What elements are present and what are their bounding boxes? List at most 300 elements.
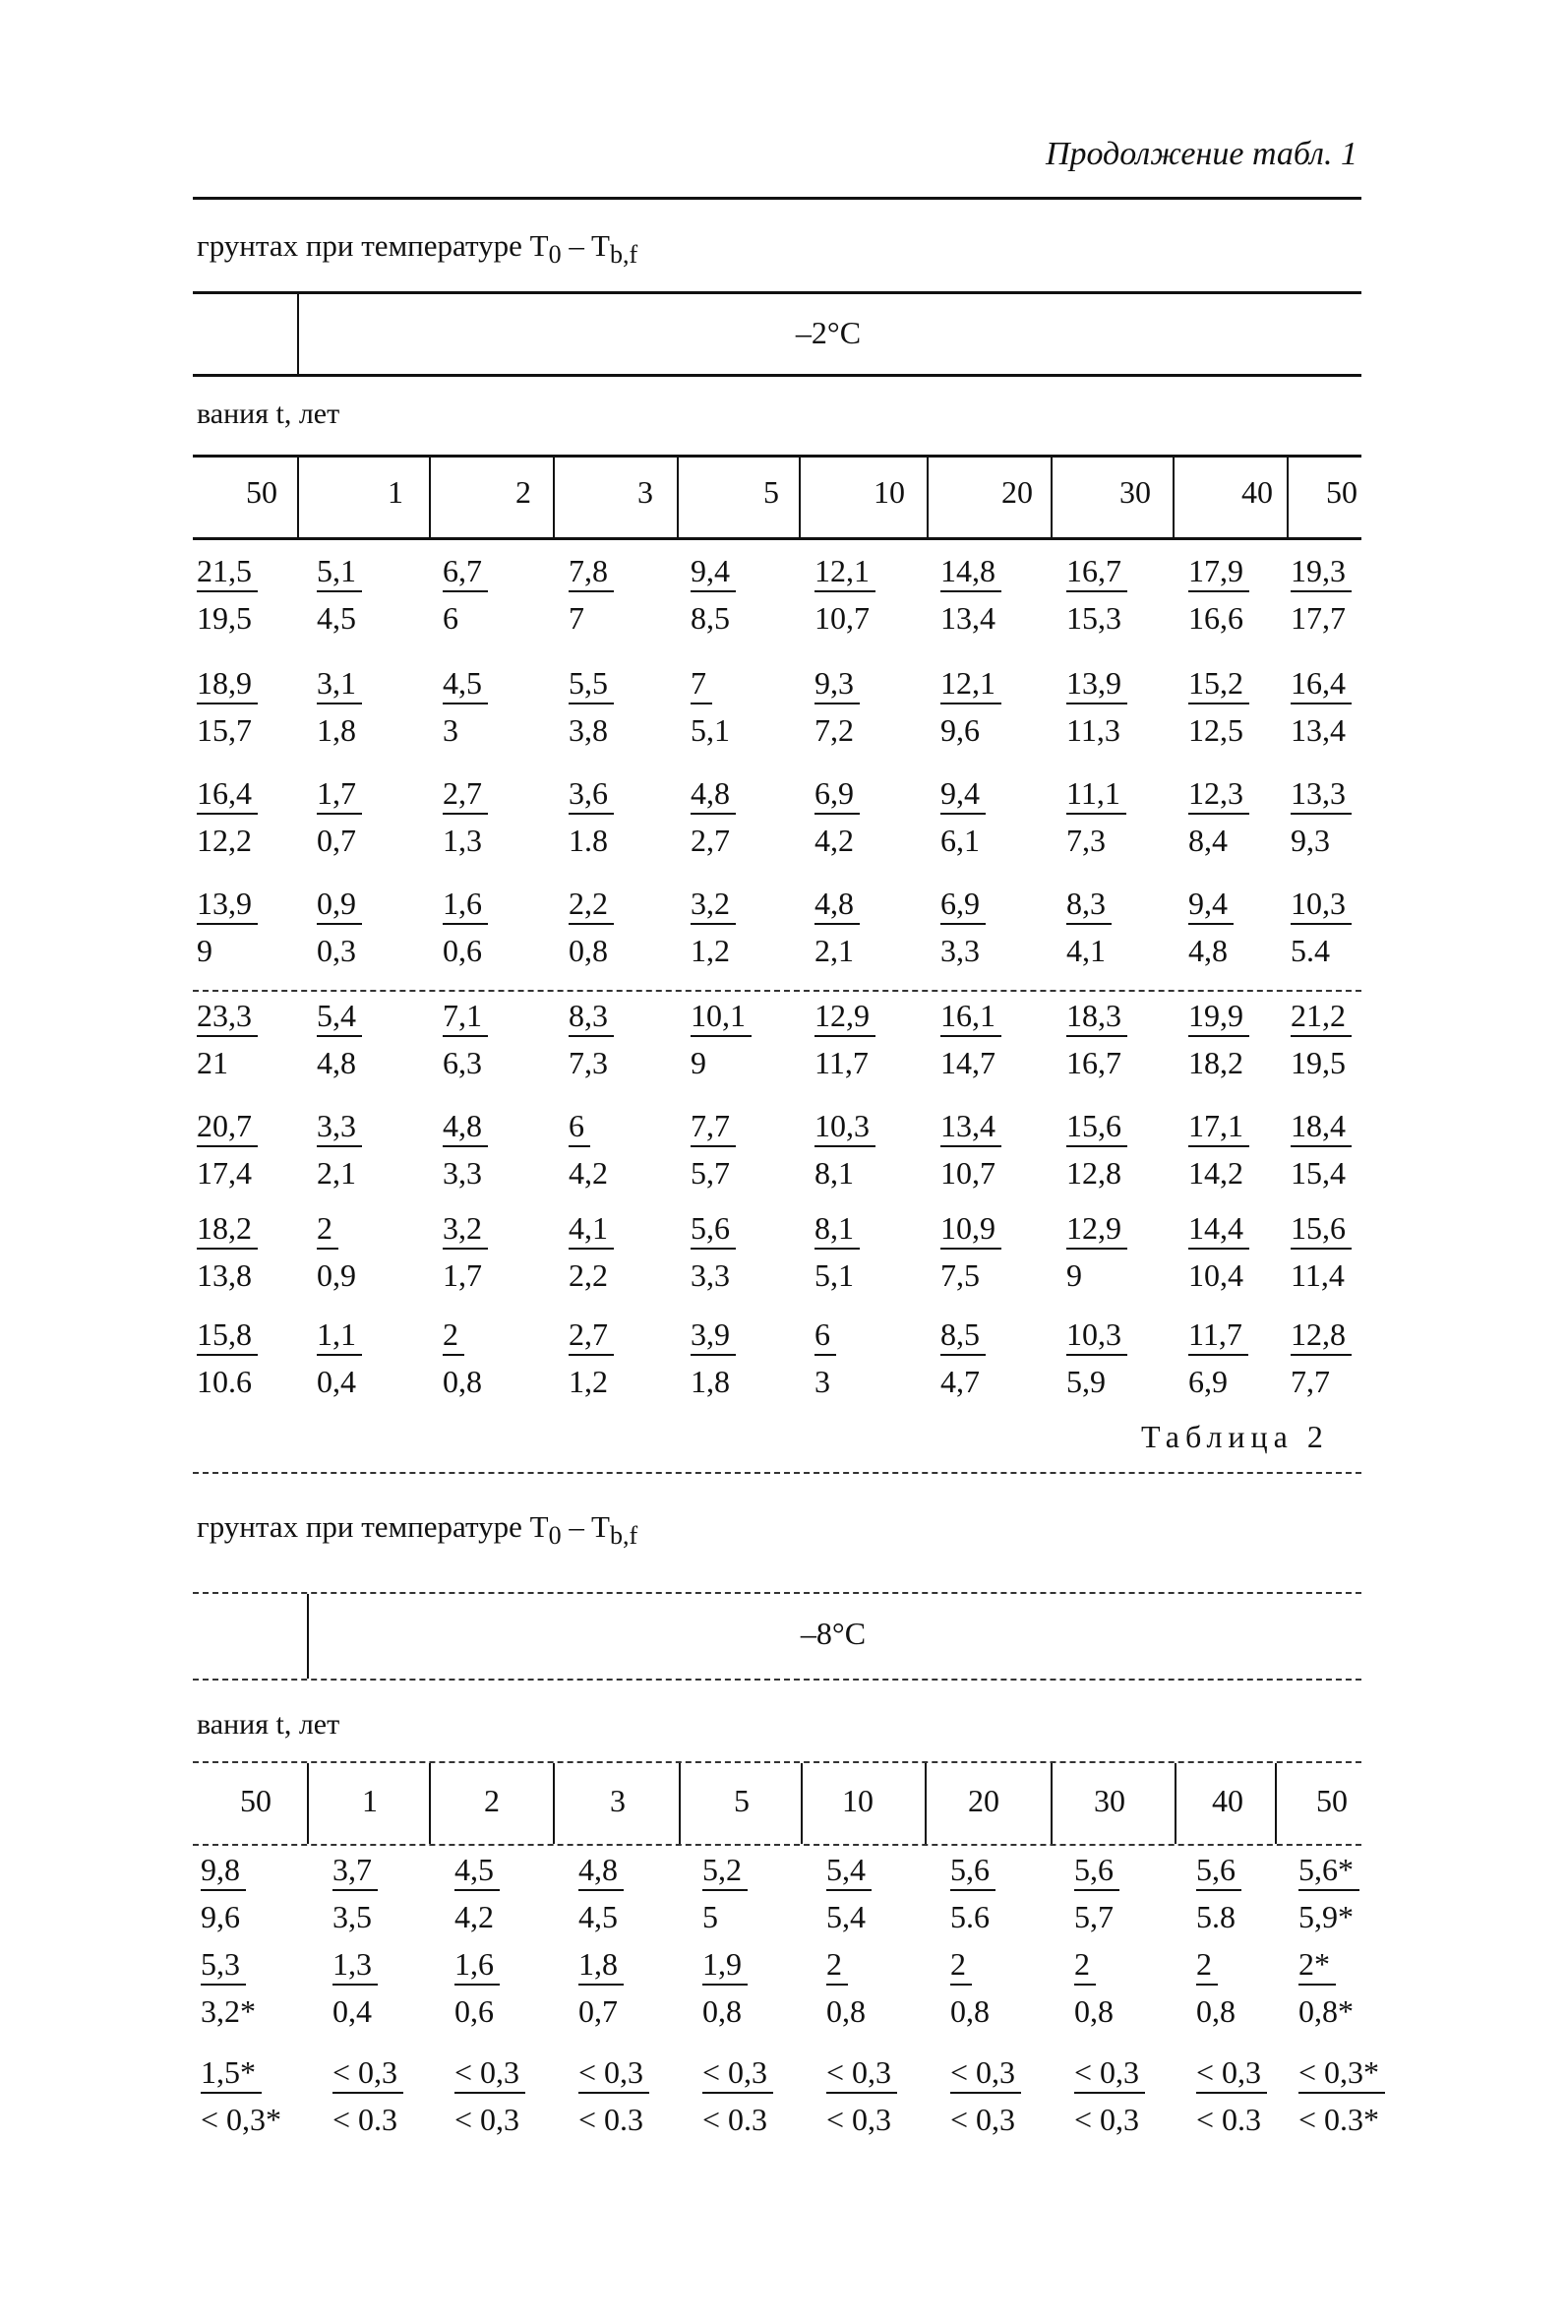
table1-header-bottom [193, 537, 1361, 540]
cell-numerator: 18,3 [1066, 1000, 1127, 1037]
cell-denominator: 5.8 [1196, 1899, 1236, 1934]
cell-denominator: 8,1 [814, 1155, 854, 1191]
cell-numerator: 1,7 [317, 777, 362, 815]
table-cell [569, 1318, 614, 1397]
cell-denominator: 11,3 [1066, 712, 1120, 748]
table-cell [201, 1854, 246, 1932]
cell-numerator: 1,5* [201, 2056, 262, 2094]
table-cell [814, 777, 860, 856]
cell-denominator: 21 [197, 1045, 228, 1080]
cell-numerator: 5,6 [691, 1212, 736, 1250]
header-cell-10: 10 [842, 1783, 874, 1818]
table-cell [1066, 1318, 1127, 1397]
cell-numerator: < 0,3 [1196, 2056, 1267, 2094]
table2-years-label: вания t, лет [197, 1708, 340, 1741]
table-cell [1196, 1854, 1241, 1932]
cell-denominator: 2,1 [814, 933, 854, 968]
table-cell [317, 555, 362, 634]
cell-numerator: 15,2 [1188, 667, 1249, 704]
cell-numerator: < 0,3 [332, 2056, 403, 2094]
cell-numerator: 4,8 [578, 1854, 624, 1891]
cell-numerator: 18,2 [197, 1212, 258, 1250]
cell-denominator: 0,4 [317, 1364, 356, 1399]
cell-numerator: 9,4 [940, 777, 986, 815]
cell-denominator: < 0.3* [1298, 2102, 1380, 2137]
cell-numerator: 9,4 [1188, 887, 1234, 925]
header-cell-3: 3 [637, 474, 653, 510]
table-cell [1066, 777, 1126, 856]
cell-numerator: 5,5 [569, 667, 614, 704]
table-cell [691, 555, 736, 634]
cell-numerator: 17,9 [1188, 555, 1249, 592]
header-cell-2: 2 [484, 1783, 500, 1818]
cell-numerator: 1,3 [332, 1948, 378, 1986]
cell-numerator: 2 [950, 1948, 972, 1986]
table-cell [454, 1854, 500, 1932]
cell-numerator: 3,3 [317, 1110, 362, 1147]
table-cell [940, 1212, 1001, 1291]
table-cell [332, 2056, 403, 2135]
header-column-divider [799, 457, 801, 537]
rule-top [193, 197, 1361, 200]
cell-denominator: < 0,3 [826, 2102, 892, 2137]
cell-denominator: < 0,3 [950, 2102, 1016, 2137]
table-cell [197, 667, 258, 746]
table2-label: Таблица 2 [1141, 1419, 1329, 1454]
table-cell [1188, 667, 1249, 746]
table1-rule-2 [193, 374, 1361, 377]
cell-denominator: 16,7 [1066, 1045, 1121, 1080]
cell-numerator: 3,2 [691, 887, 736, 925]
cell-denominator: 9,6 [201, 1899, 240, 1934]
cell-numerator: 2,7 [443, 777, 488, 815]
table2-rule-1 [193, 1592, 1361, 1594]
cell-denominator: 17,7 [1291, 600, 1346, 636]
table-cell [569, 1110, 608, 1189]
table-cell [814, 887, 860, 966]
cell-numerator: 1,6 [454, 1948, 500, 1986]
cell-denominator: 5,9* [1298, 1899, 1354, 1934]
table-cell [1188, 777, 1249, 856]
cell-numerator: 6,7 [443, 555, 488, 592]
table-cell [691, 1000, 752, 1078]
table2-rule-top [193, 1472, 1361, 1474]
table-cell [1188, 1212, 1249, 1291]
cell-denominator: 5,4 [826, 1899, 866, 1934]
header-cell-3: 3 [610, 1783, 626, 1818]
table-cell [317, 667, 362, 746]
table-cell [332, 1948, 378, 2027]
cell-numerator: 4,5 [454, 1854, 500, 1891]
table-cell [950, 1854, 995, 1932]
cell-denominator: 4,2 [814, 823, 854, 858]
table-cell [569, 555, 614, 634]
cell-denominator: 0,7 [317, 823, 356, 858]
cell-numerator: 8,3 [569, 1000, 614, 1037]
table-cell [814, 1110, 875, 1189]
header-cell-40: 40 [1241, 474, 1273, 510]
cell-numerator: 15,6 [1066, 1110, 1127, 1147]
cell-denominator: 17,4 [197, 1155, 252, 1191]
cell-numerator: 7 [691, 667, 712, 704]
table-cell [1188, 555, 1249, 634]
table-cell [332, 1854, 378, 1932]
table-cell [826, 1948, 866, 2027]
table-cell [197, 1318, 258, 1397]
cell-numerator: 5,1 [317, 555, 362, 592]
table2-temperature: –8°C [800, 1616, 867, 1651]
cell-numerator: 6,9 [940, 887, 986, 925]
table-cell [569, 777, 614, 856]
cell-denominator: 3,5 [332, 1899, 372, 1934]
cell-numerator: 12,1 [814, 555, 875, 592]
cell-denominator: 0,4 [332, 1993, 372, 2029]
cell-numerator: 2* [1298, 1948, 1336, 1986]
table-cell [940, 887, 986, 966]
cell-denominator: 0,7 [578, 1993, 618, 2029]
table-cell [454, 1948, 500, 2027]
cell-numerator: 3,2 [443, 1212, 488, 1250]
cell-denominator: 0,9 [317, 1257, 356, 1293]
table-cell [1291, 777, 1352, 856]
header-cell-20: 20 [1001, 474, 1033, 510]
table1-caption: грунтах при температуре $T_0 - T_{b,f}$ [197, 228, 638, 270]
table-cell [317, 777, 362, 856]
header-cell-2: 2 [515, 474, 531, 510]
cell-numerator: 10,9 [940, 1212, 1001, 1250]
cell-numerator: 4,1 [569, 1212, 614, 1250]
table-cell [940, 1110, 1001, 1189]
cell-numerator: 4,8 [443, 1110, 488, 1147]
table-cell [578, 1948, 624, 2027]
header-cell-5: 5 [734, 1783, 750, 1818]
cell-numerator: 11,7 [1188, 1318, 1248, 1356]
cell-denominator: 0,3 [317, 933, 356, 968]
table-cell [826, 1854, 872, 1932]
table-cell [1196, 1948, 1236, 2027]
table-cell [317, 1110, 362, 1189]
cell-denominator: 7 [569, 600, 584, 636]
cell-denominator: 1,2 [691, 933, 730, 968]
header-cell-20: 20 [968, 1783, 999, 1818]
cell-numerator: 8,1 [814, 1212, 860, 1250]
cell-numerator: 0,9 [317, 887, 362, 925]
header-column-divider [927, 457, 929, 537]
cell-denominator: 10,4 [1188, 1257, 1243, 1293]
table-cell [1291, 555, 1352, 634]
cell-denominator: 5,9 [1066, 1364, 1106, 1399]
cell-denominator: 7,5 [940, 1257, 980, 1293]
table-cell [940, 555, 1001, 634]
cell-denominator: 1,3 [443, 823, 482, 858]
table-cell [201, 1948, 256, 2027]
cell-numerator: 18,9 [197, 667, 258, 704]
table-cell [1066, 1110, 1127, 1189]
table-cell [1074, 1854, 1119, 1932]
table-cell [1291, 1318, 1352, 1397]
cell-numerator: 4,8 [691, 777, 736, 815]
cell-numerator: 14,8 [940, 555, 1001, 592]
table-cell [569, 1000, 614, 1078]
cell-denominator: 11,7 [814, 1045, 869, 1080]
cell-numerator: 13,3 [1291, 777, 1352, 815]
cell-numerator: 2 [317, 1212, 338, 1250]
cell-denominator: 7,7 [1291, 1364, 1330, 1399]
table-cell [201, 2056, 281, 2135]
cell-denominator: 0,8 [826, 1993, 866, 2029]
cell-numerator: 10,3 [1291, 887, 1352, 925]
cell-numerator: 12,9 [1066, 1212, 1127, 1250]
table-cell [814, 555, 875, 634]
table-cell [317, 1318, 362, 1397]
cell-denominator: < 0.3 [578, 2102, 644, 2137]
cell-numerator: 5,6 [950, 1854, 995, 1891]
header-column-divider [1275, 1763, 1277, 1844]
header-column-divider [677, 457, 679, 537]
cell-denominator: 8,5 [691, 600, 730, 636]
table-cell [691, 1212, 736, 1291]
cell-numerator: 11,1 [1066, 777, 1126, 815]
cell-denominator: 10,7 [814, 600, 870, 636]
cell-numerator: 1,9 [702, 1948, 748, 1986]
cell-denominator: 16,6 [1188, 600, 1243, 636]
table-cell [443, 1000, 488, 1078]
table-cell [578, 1854, 624, 1932]
table-cell [443, 887, 488, 966]
cell-numerator: 5,4 [826, 1854, 872, 1891]
table-cell [443, 667, 488, 746]
table-cell [814, 1000, 875, 1078]
cell-numerator: 17,1 [1188, 1110, 1249, 1147]
table-cell [443, 555, 488, 634]
table-cell [691, 777, 736, 856]
cell-denominator: 5,7 [691, 1155, 730, 1191]
cell-denominator: 4,8 [317, 1045, 356, 1080]
cell-denominator: 12,5 [1188, 712, 1243, 748]
cell-numerator: 3,9 [691, 1318, 736, 1356]
cell-denominator: 5,7 [1074, 1899, 1114, 1934]
cell-denominator: 19,5 [197, 600, 252, 636]
table-cell [1291, 1212, 1352, 1291]
table-cell [1188, 887, 1234, 966]
cell-denominator: 1,7 [443, 1257, 482, 1293]
cell-denominator: 0,8 [569, 933, 608, 968]
cell-denominator: 6,1 [940, 823, 980, 858]
cell-denominator: 7,2 [814, 712, 854, 748]
cell-denominator: 9 [691, 1045, 706, 1080]
cell-denominator: 4,2 [454, 1899, 494, 1934]
cell-denominator: 1.8 [569, 823, 608, 858]
cell-denominator: < 0.3 [332, 2102, 398, 2137]
table-cell [317, 887, 362, 966]
cell-numerator: 16,1 [940, 1000, 1001, 1037]
cell-numerator: 6,9 [814, 777, 860, 815]
cell-denominator: 3,3 [691, 1257, 730, 1293]
cell-numerator: 1,6 [443, 887, 488, 925]
cell-denominator: < 0.3 [702, 2102, 768, 2137]
cell-denominator: 0,8 [443, 1364, 482, 1399]
table-cell [1188, 1318, 1248, 1397]
header-column-divider [553, 457, 555, 537]
table-cell [1074, 1948, 1114, 2027]
header-cell-1: 1 [362, 1783, 378, 1818]
cell-numerator: 12,3 [1188, 777, 1249, 815]
table-cell [1066, 1000, 1127, 1078]
cell-numerator: 9,8 [201, 1854, 246, 1891]
cell-denominator: 5,1 [814, 1257, 854, 1293]
cell-denominator: 1,8 [691, 1364, 730, 1399]
cell-denominator: 0,8* [1298, 1993, 1354, 2029]
table-cell [1074, 2056, 1145, 2135]
table2-caption: грунтах при температуре $T_0 - T_{b,f}$ [197, 1509, 638, 1551]
cell-denominator: 12,2 [197, 823, 252, 858]
cell-numerator: 7,1 [443, 1000, 488, 1037]
cell-denominator: 10.6 [197, 1364, 252, 1399]
cell-numerator: 2 [443, 1318, 464, 1356]
cell-denominator: 13,8 [197, 1257, 252, 1293]
cell-numerator: 13,4 [940, 1110, 1001, 1147]
cell-numerator: 15,8 [197, 1318, 258, 1356]
table-cell [1066, 667, 1127, 746]
cell-numerator: 19,3 [1291, 555, 1352, 592]
header-cell-30: 30 [1119, 474, 1151, 510]
cell-denominator: 11,4 [1291, 1257, 1345, 1293]
cell-denominator: 6 [443, 600, 458, 636]
cell-numerator: < 0,3 [950, 2056, 1021, 2094]
cell-denominator: 15,4 [1291, 1155, 1346, 1191]
table-cell [1066, 555, 1127, 634]
table1-temperature: –2°C [795, 315, 862, 350]
table-cell [940, 667, 1001, 746]
cell-numerator: 5,4 [317, 1000, 362, 1037]
table-cell [569, 667, 614, 746]
cell-numerator: 13,9 [197, 887, 258, 925]
cell-denominator: 4,8 [1188, 933, 1228, 968]
cell-numerator: 12,8 [1291, 1318, 1352, 1356]
table-cell [1291, 1000, 1352, 1078]
cell-denominator: 3,8 [569, 712, 608, 748]
cell-numerator: 9,3 [814, 667, 860, 704]
header-column-divider [297, 457, 299, 537]
cell-denominator: 14,2 [1188, 1155, 1243, 1191]
table-cell [940, 777, 986, 856]
cell-numerator: 1,8 [578, 1948, 624, 1986]
cell-denominator: 15,7 [197, 712, 252, 748]
cell-denominator: < 0.3 [1196, 2102, 1262, 2137]
cell-denominator: 2,7 [691, 823, 730, 858]
header-column-divider [429, 457, 431, 537]
cell-numerator: 2 [1074, 1948, 1096, 1986]
cell-denominator: 9 [1066, 1257, 1082, 1293]
table1-years-label: вания t, лет [197, 398, 340, 430]
table2-header-top [193, 1761, 1361, 1763]
cell-numerator: 7,7 [691, 1110, 736, 1147]
cell-numerator: 5,3 [201, 1948, 246, 1986]
table-cell [443, 1318, 482, 1397]
cell-denominator: 0,8 [702, 1993, 742, 2029]
table-cell [197, 887, 258, 966]
table-cell [1291, 887, 1352, 966]
cell-numerator: 13,9 [1066, 667, 1127, 704]
cell-numerator: 10,1 [691, 1000, 752, 1037]
cell-numerator: 19,9 [1188, 1000, 1249, 1037]
cell-denominator: 1,2 [569, 1364, 608, 1399]
cell-denominator: 3 [443, 712, 458, 748]
cell-numerator: 16,4 [197, 777, 258, 815]
table2-header-bottom [193, 1844, 1361, 1846]
header-column-divider [925, 1763, 927, 1844]
cell-numerator: 12,9 [814, 1000, 875, 1037]
cell-denominator: 5.6 [950, 1899, 990, 1934]
table-cell [1291, 1110, 1352, 1189]
cell-numerator: 5,6* [1298, 1854, 1359, 1891]
table-cell [691, 887, 736, 966]
table-cell [197, 1000, 258, 1078]
cell-denominator: 10,7 [940, 1155, 995, 1191]
cell-denominator: 4,1 [1066, 933, 1106, 968]
table-cell [950, 1948, 990, 2027]
cell-denominator: < 0,3 [454, 2102, 520, 2137]
cell-numerator: 5,6 [1074, 1854, 1119, 1891]
cell-denominator: 7,3 [1066, 823, 1106, 858]
table-cell [702, 2056, 773, 2135]
cell-numerator: 2 [826, 1948, 848, 1986]
cell-numerator: < 0,3 [1074, 2056, 1145, 2094]
table-cell [1298, 1948, 1354, 2027]
cell-denominator: 3,3 [443, 1155, 482, 1191]
table-cell [569, 1212, 614, 1291]
table-cell [1298, 1854, 1359, 1932]
cell-denominator: 3 [814, 1364, 830, 1399]
cell-numerator: 21,2 [1291, 1000, 1352, 1037]
cell-numerator: 18,4 [1291, 1110, 1352, 1147]
cell-numerator: 2,7 [569, 1318, 614, 1356]
cell-denominator: 14,7 [940, 1045, 995, 1080]
cell-numerator: 8,3 [1066, 887, 1112, 925]
cell-numerator: 5,2 [702, 1854, 748, 1891]
header-column-divider [1173, 457, 1175, 537]
cell-denominator: 6,9 [1188, 1364, 1228, 1399]
cell-numerator: 4,8 [814, 887, 860, 925]
header-cell-50: 50 [1316, 1783, 1348, 1818]
table-cell [940, 1000, 1001, 1078]
cell-denominator: 0,8 [950, 1993, 990, 2029]
cell-numerator: 4,5 [443, 667, 488, 704]
cell-denominator: 7,3 [569, 1045, 608, 1080]
cell-numerator: 3,6 [569, 777, 614, 815]
cell-numerator: 3,1 [317, 667, 362, 704]
cell-numerator: 7,8 [569, 555, 614, 592]
table-cell [814, 667, 860, 746]
table-cell [826, 2056, 897, 2135]
cell-denominator: 0,8 [1074, 1993, 1114, 2029]
table1-rule-1 [193, 291, 1361, 294]
cell-numerator: 21,5 [197, 555, 258, 592]
table-cell [814, 1318, 836, 1397]
cell-numerator: 8,5 [940, 1318, 986, 1356]
cell-denominator: 12,8 [1066, 1155, 1121, 1191]
cell-numerator: 20,7 [197, 1110, 258, 1147]
table-cell [1298, 2056, 1385, 2135]
table1-header-top [193, 455, 1361, 458]
cell-denominator: 5.4 [1291, 933, 1330, 968]
table2-rule-2 [193, 1679, 1361, 1681]
cell-numerator: 6 [814, 1318, 836, 1356]
cell-numerator: 1,1 [317, 1318, 362, 1356]
header-cell-40: 40 [1212, 1783, 1243, 1818]
table-cell [1196, 2056, 1267, 2135]
table-cell [691, 1110, 736, 1189]
